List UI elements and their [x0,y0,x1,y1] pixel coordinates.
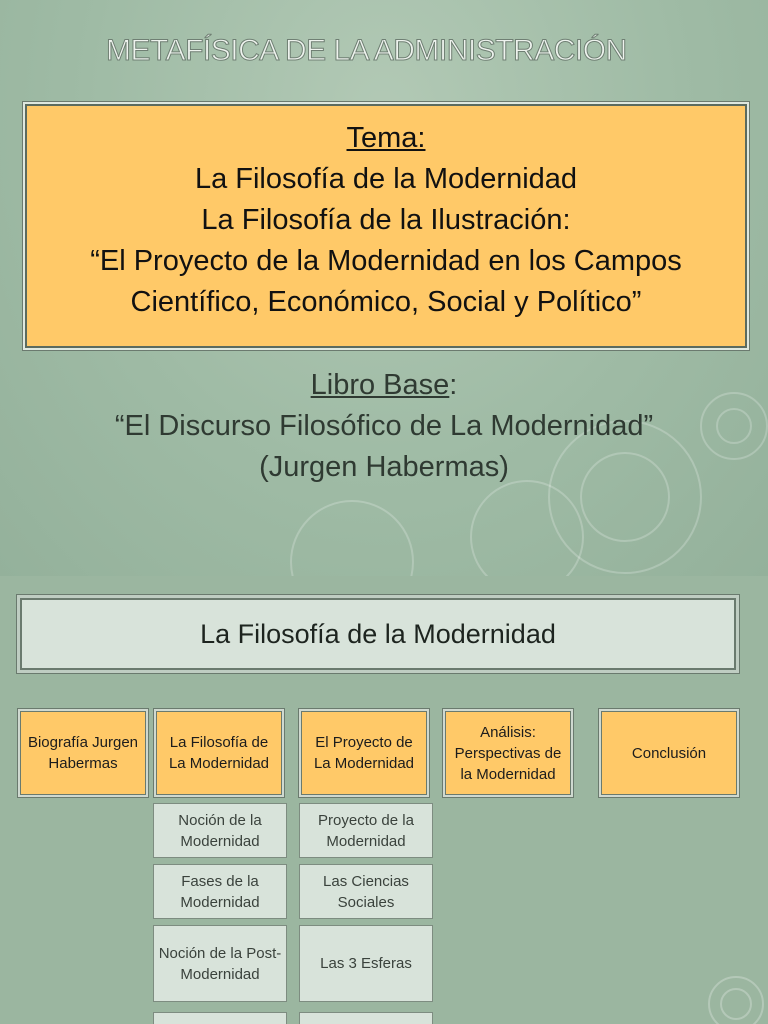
tema-line: Científico, Económico, Social y Político” [130,286,642,318]
libro-base-label: Libro Base [310,369,450,401]
tema-label: Tema: [346,122,426,154]
tema-box [25,104,747,348]
column-analisis: Análisis: Perspectivas de la Modernidad [445,711,571,795]
proyecto-item: Proyecto de la Modernidad [299,803,433,858]
ripple-decoration [720,988,752,1020]
ripple-decoration [290,500,414,576]
filosofia-item: Noción de la Post-Modernidad [153,925,287,1002]
slide-2 [0,576,768,1024]
filosofia-item-partial [153,1012,287,1024]
column-proyecto: El Proyecto de La Modernidad [301,711,427,795]
tema-line: “El Proyecto de la Modernidad en los Campos [90,245,682,277]
libro-base-section [0,365,768,488]
column-biografia: Biografía Jurgen Habermas [20,711,146,795]
filosofia-item: Noción de la Modernidad [153,803,287,858]
proyecto-item: Las 3 Esferas [299,925,433,1002]
libro-author: (Jurgen Habermas) [259,451,509,483]
proyecto-item: Las Ciencias Sociales [299,864,433,919]
proyecto-item-partial [299,1012,433,1024]
libro-base-colon: : [449,369,458,401]
slide-title: METAFÍSICA DE LA ADMINISTRACIÓN [106,34,627,67]
tema-line: La Filosofía de la Modernidad [194,163,578,195]
filosofia-item: Fases de la Modernidad [153,864,287,919]
tema-line: La Filosofía de la Ilustración: [201,204,571,236]
libro-title: “El Discurso Filosófico de La Modernidad” [114,410,654,442]
column-conclusion: Conclusión [601,711,737,795]
column-filosofia: La Filosofía de La Modernidad [156,711,282,795]
section-heading: La Filosofía de la Modernidad [20,598,736,670]
